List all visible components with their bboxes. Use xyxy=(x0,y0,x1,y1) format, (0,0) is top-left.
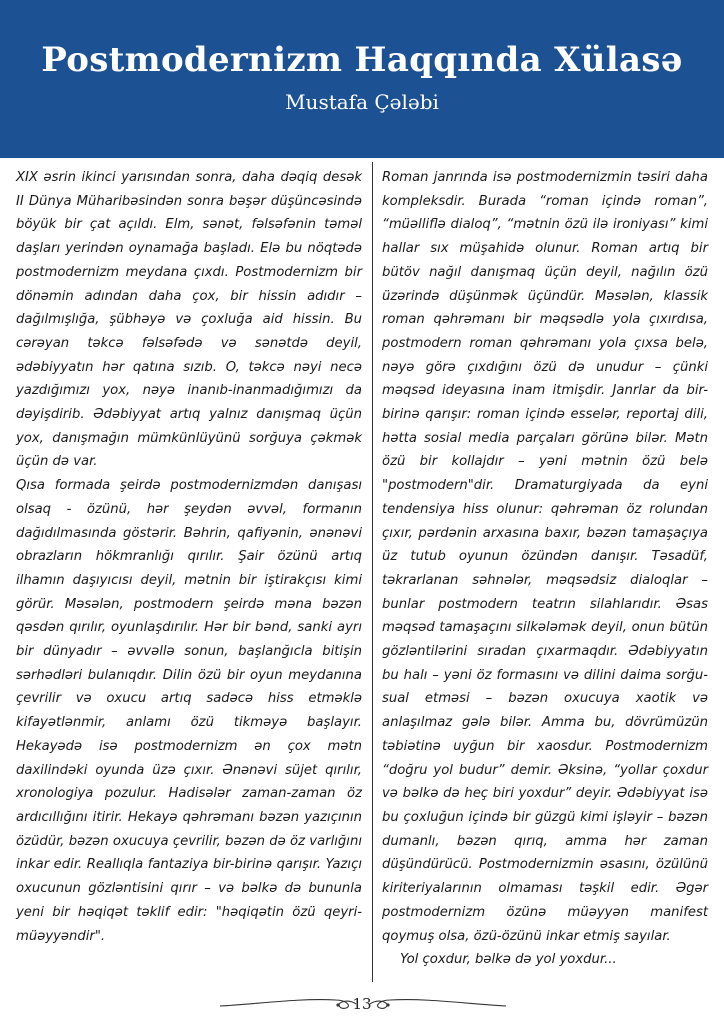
author-name: Mustafa Çələbi xyxy=(285,90,439,114)
column-divider xyxy=(372,162,373,982)
header-banner xyxy=(0,0,724,158)
paragraph: XIX əsrin ikinci yarısından sonra, daha dəqiq desək II Dünya Müharibəsindən sonra bəşər düşüncəsində böyük bir çat açıldı. Elm, sənət, fəlsəfənin təməl daşları yerindən oynamağa başladı. Elə bu nöqtədə postmodernizm meydana çıxdı. Postmodernizm bir dönəmin adından daha çox, bir hissin adıdır – dağılmışlığa, şübhəyə və çoxluğa aid hissin. Bu cərəyan təkcə fəlsəfədə və sənətdə deyil, ədəbiyyatın hər qatına sızıb. O, təkcə nəyi necə yazdığımızı yox, nəyə inanıb-inanmadığımızı da dəyişdirib. Ədəbiyyat artıq yalnız danışmaq üçün yox, danışmağın mümkünlüyünü sorğuya çəkmək üçün də var. xyxy=(16,170,362,470)
right-column xyxy=(382,166,708,972)
paragraph: Roman janrında isə postmodernizmin təsiri daha kompleksdir. Burada “roman içində roman”, “müəlliflə dialoq”, “mətnin özü ilə ironiyası” kimi hallar sıx müşahidə olunur. Roman artıq bir bütöv nağıl danışmaq üçün deyil, nağılın özü üzərində düşünmək üçündür. Məsələn, klassik roman qəhrəmanı bir məqsədlə yola çıxırdısa, postmodern roman qəhrəmanı yola çıxsa belə, nəyə görə çıxdığını özü də unudur – çünki məqsəd ideyasına inam itmişdir. Janrlar da bir-birinə qarışır: roman içində esselər, reportaj dili, hətta sosial media parçaları görünə bilər. Mətn özü bir kollajdır – yəni mətnin özü belə "postmodern"dir. Dramaturgiyada da eyni tendensiya hiss olunur: qəhrəman öz rolundan çıxır, pərdənin arxasına baxır, bəzən tamaşaçıya üz tutub oyunun özündən danışır. Təsadüf, təkrarlanan səhnələr, məqsədsiz dialoqlar – bunlar postmodern teatrın silahlarıdır. Əsas məqsəd tamaşaçını silkələmək deyil, onun bütün gözləntilərini sıradan çıxarmaqdır. Ədəbiyyatın bu halı – yəni öz formasını və dilini daima sorğu-sual etməsi – bəzən oxucuya xaotik və anlaşılmaz gələ bilər. Amma bu, dövrümüzün təbiətinə uyğun bir xaosdur. Postmodernizm “doğru yol budur” demir. Əksinə, “yollar çoxdur və bəlkə də heç biri yoxdur” deyir. Ədəbiyyat isə bu çoxluğun içində bir güzgü kimi işləyir – bəzən dumanlı, bəzən qırıq, amma hər zaman düşündürücü. Postmodernizmin əsasını, özülünü kiriteriyalarının olmaması təşkil edir. Əgər postmodernizm özünə müəyyən manifest qoymuş olsa, özü-özünü inkar etmiş sayılar. xyxy=(382,170,708,944)
page-number: 13 xyxy=(352,995,372,1013)
page-title: Postmodernizm Haqqında Xülasə xyxy=(41,40,683,80)
paragraph: Qısa formada şeirdə postmodernizmdən danışası olsaq - özünü, hər şeydən əvvəl, formanın dağıdılmasında göstərir. Bəhrin, qafiyənin, ənənəvi obrazların hökmranlığı qırılır. Şair özünü artıq ilhamın daşıyıcısı deyil, mətnin bir iştirakçısı kimi görür. Məsələn, postmodern şeirdə məna bəzən qəsdən qırılır, oyunlaşdırılır. Hər bir bənd, sanki ayrı bir dünyadır – əvvəllə sonun, başlanğıcla bitişin sərhədləri bulanıqdır. Dilin özü bir oyun meydanına çevrilir və oxucu artıq sadəcə hiss etməklə kifayətlənmir, anlamı özü tikməyə başlayır. Hekayədə isə postmodernizm ən çox mətn daxilindəki oyunda üzə çıxır. Ənənəvi süjet qırılır, xronologiya pozulur. Hadisələr zaman-zaman öz ardıcıllığını itirir. Hekayə qəhrəmanı bəzən yazıçının özüdür, bəzən oxucuya çevrilir, bəzən də öz varlığını inkar edir. Reallıqla fantaziya bir-birinə qarışır. Yazıçı oxucunun gözləntisini qırır – və bəlkə də bununla yeni bir həqiqət təklif edir: "həqiqətin özü qeyri-müəyyəndir". xyxy=(16,478,362,944)
left-column xyxy=(16,166,362,948)
closing-line: Yol çoxdur, bəlkə də yol yoxdur... xyxy=(400,952,617,968)
